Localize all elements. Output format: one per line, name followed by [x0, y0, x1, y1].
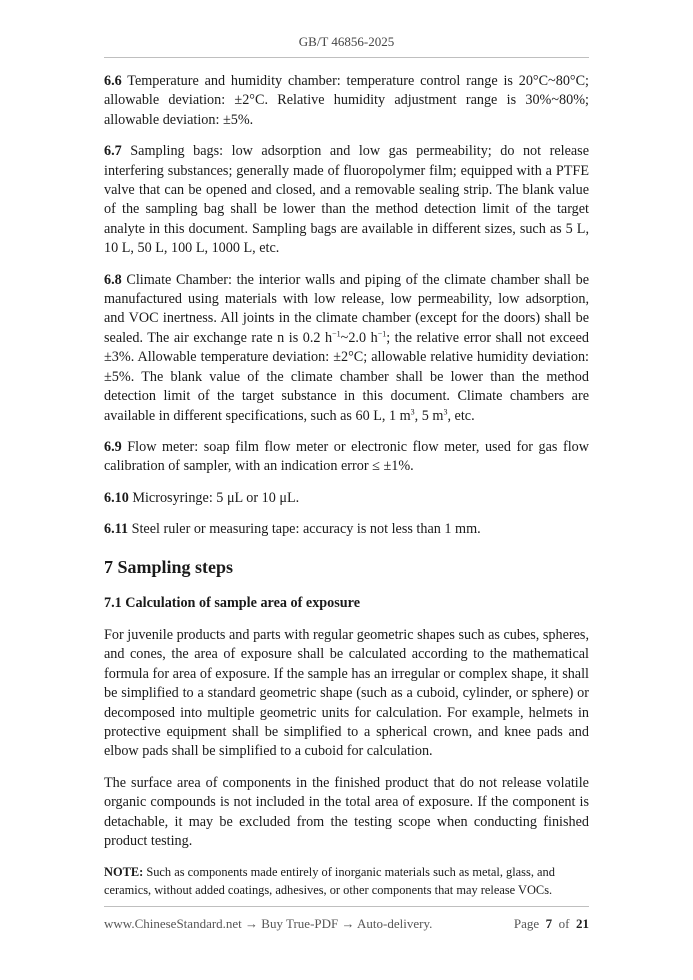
clause-6-6: [104, 72, 589, 130]
clause-text: Flow meter: soap film flow meter or electronic flow meter, used for gas flow calibration of sampler, with an indication error ≤ ±1%.: [104, 438, 589, 475]
clause-6-8: [104, 271, 589, 426]
clause-6-11: [104, 520, 589, 539]
note-label: NOTE:: [104, 865, 144, 880]
page-content: [104, 72, 589, 899]
clause-text: Temperature and humidity chamber: temperature control range is 20°C~80°C; allowable deviation: ±2°C. Relative humidity adjustment range is 30%~80%; allowable deviation: ±5%.: [104, 73, 589, 128]
clause-text: , etc.: [447, 407, 475, 424]
footer-divider: [104, 906, 589, 907]
clause-text: ; the relative error shall not exceed ±3%. Allowable temperature deviation: ±2°C; allowable relative humidity deviation: ±5%. The blank value of the climate chamber shall be lower than the method detection limit of the target substance in this document. Climate chambers are available in different specifications, such as 60 L, 1 m: [104, 329, 589, 424]
of-label: of: [558, 916, 570, 931]
footer-link[interactable]: www.ChineseStandard.net → Buy True-PDF → Auto-delivery.: [104, 916, 433, 931]
clause-6-10: [104, 489, 589, 508]
clause-number: 6.10: [104, 489, 129, 506]
clause-text: Microsyringe: 5 μL or 10 μL.: [128, 489, 300, 506]
superscript: 3: [410, 406, 415, 416]
body-paragraph: For juvenile products and parts with regular geometric shapes such as cubes, spheres, and cones, the area of exposure shall be calculated according to the mathematical formula for area of exposure. If the sample has an irregular or complex shape, it shall be simplified to a standard geometric shape (such as a cuboid, cylinder, or sphere) or decomposed into multiple geometric units for calculation. For example, helmets in protective equipment shall be simplified to a spherical crown, and knee pads and elbow pads shall be simplified to a cuboid for calculation.: [104, 626, 589, 760]
page-total: 21: [576, 916, 589, 931]
clause-text: Climate Chamber: the interior walls and piping of the climate chamber shall be manufactured using materials with low release, low permeability, low adsorption, and VOC inertness. All joints in the climate chamber (except for the doors) shall be sealed. The air exchange rate n is 0.2 h: [104, 271, 589, 346]
clause-number: 6.8: [104, 271, 122, 288]
clause-text: Steel ruler or measuring tape: accuracy is not less than 1 mm.: [128, 521, 481, 538]
clause-number: 6.6: [104, 73, 122, 89]
chapter-title: 7 Sampling steps: [104, 556, 234, 577]
page-number: 7: [545, 916, 553, 931]
superscript: −1: [377, 329, 387, 339]
clause-number: 6.7: [104, 143, 122, 160]
clause-text: Sampling bags: low adsorption and low gas permeability; do not release interfering substances; generally made of fluoropolymer film; equipped with a PTFE valve that can be opened and closed, and a removable sealing strip. The blank value of the sampling bag shall be lower than the method detection limit of the target analyte in this document. Sampling bags are available in different sizes, such as 5 L, 10 L, 50 L, 100 L, 1000 L, etc.: [104, 143, 589, 257]
clause-number: 6.11: [104, 521, 129, 538]
clause-text: , 5 m: [414, 407, 444, 424]
clause-text: ~2.0 h: [340, 329, 378, 346]
page-header-code: GB/T 46856-2025: [298, 34, 395, 49]
page-counter: [514, 916, 589, 932]
page-label: Page: [513, 916, 540, 931]
note-text: Such as components made entirely of inorganic materials such as metal, glass, and ceramics, without added coatings, adhesives, or other components that may release VOCs.: [104, 865, 555, 898]
note-paragraph: [104, 863, 589, 899]
clause-number: 6.9: [104, 438, 122, 455]
subsection-title: 7.1 Calculation of sample area of exposure: [104, 594, 361, 611]
clause-6-9: [104, 438, 589, 477]
superscript: 3: [443, 406, 448, 416]
superscript: −1: [332, 329, 341, 339]
body-paragraph: The surface area of components in the finished product that do not release volatile organic compounds is not included in the total area of exposure. If the component is detachable, it may be excluded from the testing scope when conducting finished product testing.: [104, 774, 589, 849]
clause-6-7: [104, 142, 589, 258]
header-divider: [104, 57, 589, 58]
